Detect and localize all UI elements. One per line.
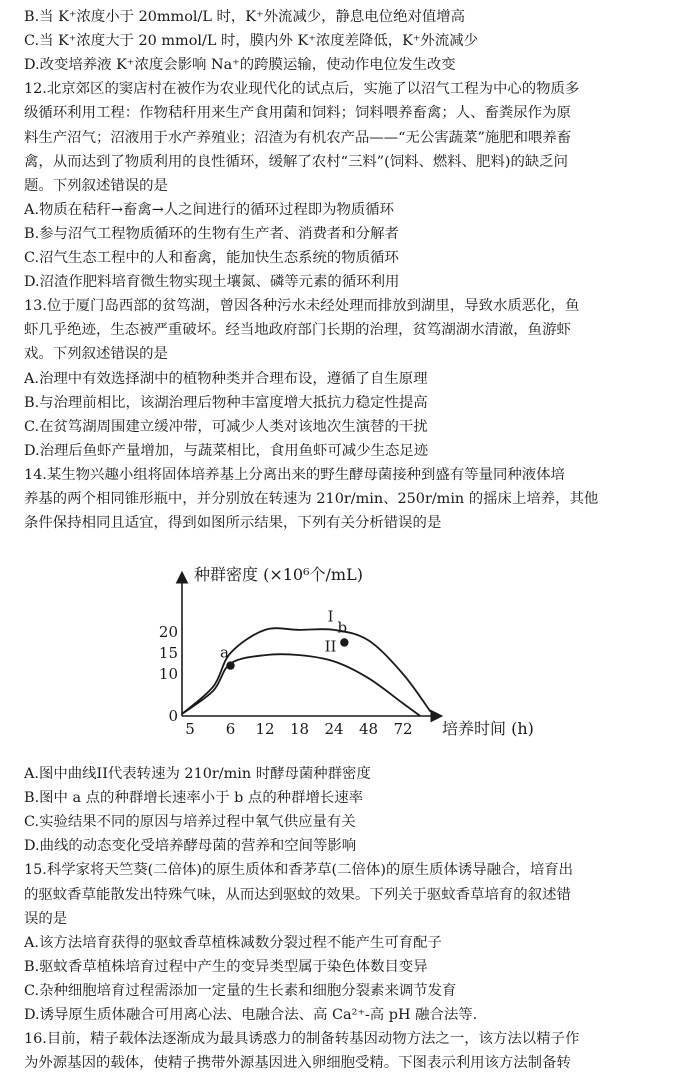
- y-tick-label: 15: [158, 644, 178, 662]
- series-curve-I: [182, 628, 431, 714]
- text-line: D.诱导原生质体融合可用离心法、电融合法、高 Ca²⁺-高 pH 融合法等.: [24, 1007, 478, 1023]
- series-label-II: II: [324, 637, 337, 656]
- text-line: 误的是: [24, 910, 68, 927]
- point-a: [226, 661, 234, 669]
- text-line: 13.位于厦门岛西部的贫笃湖，曾因各种污水未经处理而排放到湖里，导致水质恶化，鱼: [24, 298, 580, 315]
- x-axis-title: 培养时间 (h): [442, 719, 534, 738]
- text-line: D.改变培养液 K⁺浓度会影响 Na⁺的跨膜运输，使动作电位发生改变: [24, 57, 456, 74]
- x-tick-label: 5: [185, 720, 195, 738]
- y-tick-label: 0: [168, 707, 178, 725]
- text-line: D.沼渣作肥料培育微生物实现土壤氮、磷等元素的循环利用: [24, 274, 400, 291]
- text-line: C.杂种细胞培育过程需添加一定量的生长素和细胞分裂素来调节发育: [24, 982, 457, 999]
- text-line: B.当 K⁺浓度小于 20mmol/L 时，K⁺外流减少，静息电位绝对值增高: [24, 9, 466, 25]
- text-line: 的驱蚊香草能散发出特殊气味，从而达到驱蚊的效果。下列关于驱蚊香草培育的叙述错: [24, 886, 571, 903]
- text-line: A.物质在秸秆→畜禽→人之间进行的循环过程即为物质循环: [24, 201, 395, 218]
- text-line: C.当 K⁺浓度大于 20 mmol/L 时，膜内外 K⁺浓度差降低，K⁺外流减少: [24, 33, 479, 50]
- x-tick-label: 72: [393, 720, 413, 738]
- text-line: D.曲线的动态变化受培养酵母菌的营养和空间等影响: [24, 838, 357, 855]
- text-line: A.治理中有效选择湖中的植物种类并合理布设，遵循了自生原理: [24, 370, 428, 387]
- text-line: A.图中曲线II代表转速为 210r/min 时酵母菌种群密度: [24, 766, 371, 782]
- series-label-I: I: [327, 607, 334, 626]
- text-line: B.图中 a 点的种群增长速率小于 b 点的种群增长速率: [24, 790, 364, 807]
- yeast-population-chart: [150, 556, 550, 756]
- text-line: B.驱蚊香草植株培育过程中产生的变异类型属于染色体数目变异: [24, 958, 428, 975]
- text-line: 级循环利用工程：作物秸秆用来生产食用菌和饲料；饲料喂养畜禽；人、畜粪尿作为原: [24, 105, 571, 122]
- chart-svg: [150, 556, 550, 756]
- point-b: [340, 638, 348, 646]
- text-line: C.实验结果不同的原因与培养过程中氧气供应量有关: [24, 814, 356, 831]
- text-line: 虾几乎绝迹，生态被严重破坏。经当地政府部门长期的治理，贫笃湖湖水清澈，鱼游虾: [24, 322, 571, 339]
- text-line: D.治理后鱼虾产量增加，与蔬菜相比，食用鱼虾可减少生态足迹: [24, 442, 429, 459]
- text-line: A.该方法培育获得的驱蚊香草植株减数分裂过程不能产生可育配子: [24, 934, 442, 951]
- text-line: 15.科学家将天竺葵(二倍体)的原生质体和香茅草(二倍体)的原生质体诱导融合，培育出: [24, 862, 574, 879]
- text-line: C.在贫笃湖周围建立缓冲带，可减少人类对该地次生演替的干扰: [24, 418, 428, 435]
- text-line: 题。下列叙述错误的是: [24, 177, 168, 194]
- x-tick-label: 18: [289, 720, 310, 738]
- text-line: 料生产沼气；沼液用于水产养殖业；沼渣为有机农产品——“无公害蔬菜”施肥和喂养畜: [24, 129, 572, 146]
- text-line: 戏。下列叙述错误的是: [24, 346, 168, 363]
- y-axis-title: 种群密度 (×10⁶个/mL): [194, 565, 363, 584]
- text-line: C.沼气生态工程中的人和畜禽，能加快生态系统的物质循环: [24, 250, 399, 266]
- x-tick-label: 6: [225, 720, 236, 738]
- point-label-a: a: [220, 643, 229, 662]
- text-line: 禽，从而达到了物质利用的良性循环，缓解了农村“三料”(饲料、燃料、肥料)的缺乏问: [24, 153, 569, 170]
- text-line: 12.北京郊区的窦店村在被作为农业现代化的试点后，实施了以沼气工程为中心的物质多: [24, 81, 580, 98]
- point-label-b: b: [337, 618, 348, 637]
- y-tick-label: 20: [158, 623, 178, 641]
- series-curve-II: [182, 654, 420, 716]
- text-line: 条件保持相同且适宜，得到如图所示结果，下列有关分析错误的是: [24, 515, 442, 532]
- y-tick-label: 10: [158, 665, 178, 683]
- text-line: 为外源基因的载体，使精子携带外源基因进入卵细胞受精。下图表示利用该方法制备转: [24, 1055, 571, 1072]
- text-line: B.参与沼气工程物质循环的生物有生产者、消费者和分解者: [24, 225, 399, 242]
- x-tick-label: 48: [358, 720, 379, 738]
- text-line: 养基的两个相同锥形瓶中，并分别放在转速为 210r/min、250r/min 的摇床上培养，其他: [24, 491, 599, 507]
- x-tick-label: 24: [324, 720, 344, 738]
- text-line: 16.目前，精子载体法逐渐成为最具诱惑力的制备转基因动物方法之一，该方法以精子作: [24, 1031, 580, 1048]
- text-line: B.与治理前相比，该湖治理后物种丰富度增大抵抗力稳定性提高: [24, 394, 428, 411]
- x-tick-label: 12: [255, 720, 275, 738]
- text-line: 14.某生物兴趣小组将固体培养基上分离出来的野生酵母菌接种到盛有等量同种液体培: [24, 466, 565, 483]
